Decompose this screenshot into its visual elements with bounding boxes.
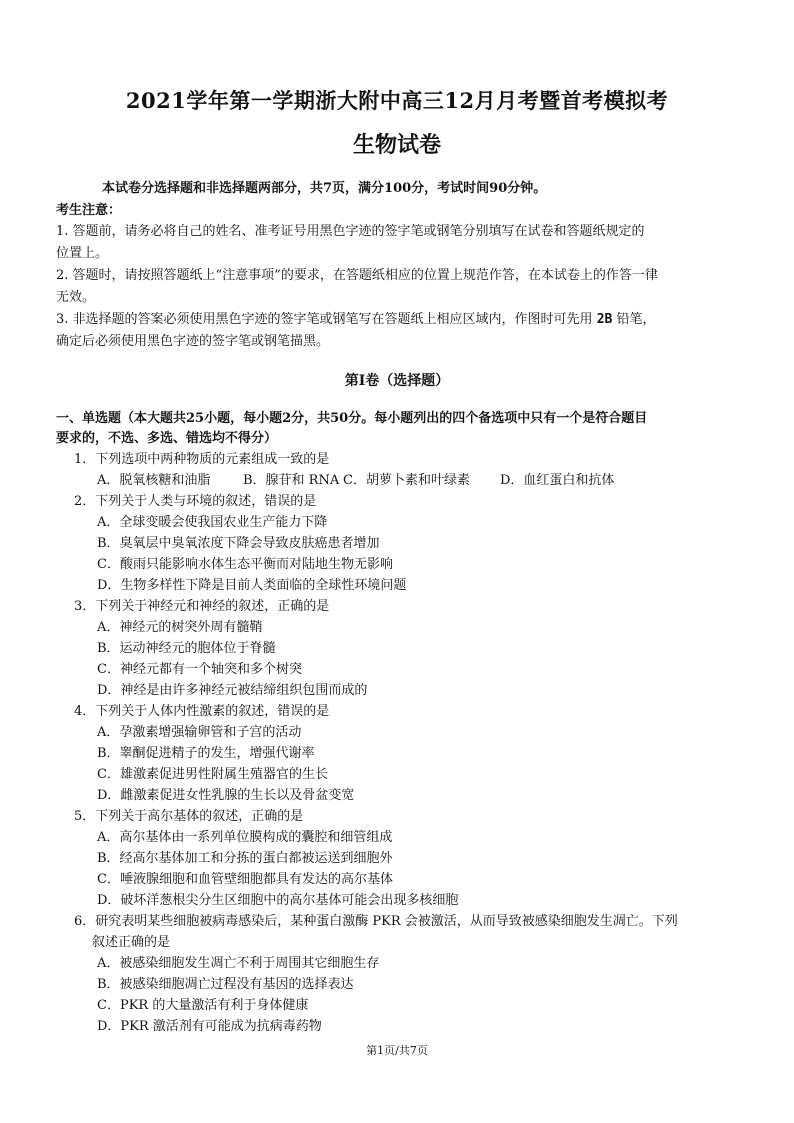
- notice-item-2-cont: 无效。: [56, 290, 96, 305]
- notice-item-2: 2. 答题时，请按照答题纸上“注意事项”的要求，在答题纸相应的位置上规范作答，在本试卷上的作答一律: [56, 268, 658, 283]
- notice-item-3-text: 3. 非选择题的答案必须使用黑色字迹的签字笔或钢笔写在答题纸上相应区域内，作图时可先用: [56, 312, 593, 327]
- pencil-grade: 2B: [596, 312, 613, 327]
- section-instruction: 一、单选题（本大题共25小题，每小题2分，共50分。每小题列出的四个备选项中只有一个是符合题目: [56, 411, 648, 426]
- question-5-option-b: B．经高尔基体加工和分拣的蛋白都被运送到细胞外: [97, 851, 393, 866]
- question-5-option-a: A．高尔基体由一系列单位膜构成的囊腔和细管组成: [97, 830, 393, 845]
- question-3-stem: 3．下列关于神经元和神经的叙述，正确的是: [74, 599, 330, 614]
- question-3-option-c: C．神经元都有一个轴突和多个树突: [97, 662, 302, 677]
- question-4-option-d: D．雌激素促进女性乳腺的生长以及骨盆变宽: [97, 788, 355, 803]
- question-4-option-a: A．孕激素增强输卵管和子宫的活动: [97, 725, 302, 740]
- question-4-stem: 4．下列关于人体内性激素的叙述，错误的是: [74, 704, 330, 719]
- notice-item-3-cont: 确定后必须使用黑色字迹的签字笔或钢笔描黑。: [56, 334, 330, 349]
- question-3-option-d: D．神经是由许多神经元被结缔组织包围而成的: [97, 683, 368, 698]
- question-1-option-c: C．胡萝卜素和叶绿素: [343, 473, 470, 488]
- question-5-option-c: C．唾液腺细胞和血管壁细胞都具有发达的高尔基体: [97, 872, 393, 887]
- question-5-stem: 5．下列关于高尔基体的叙述，正确的是: [74, 809, 304, 824]
- notice-item-3: [56, 312, 754, 328]
- question-4-option-c: C．雄激素促进男性附属生殖器官的生长: [97, 767, 328, 782]
- question-1-option-d: D．血红蛋白和抗体: [500, 473, 615, 488]
- notice-item-1-cont: 位置上。: [56, 246, 109, 261]
- section-instruction-cont: 要求的，不选、多选、错选均不得分）: [56, 431, 278, 446]
- notice-title: 考生注意：: [56, 203, 122, 218]
- question-2-stem: 2．下列关于人类与环境的叙述，错误的是: [74, 494, 317, 509]
- section-title: 第Ⅰ卷（选择题）: [344, 373, 450, 389]
- question-6-stem: 6．研究表明某些细胞被病毒感染后，某种蛋白激酶 PKR 会被激活，从而导致被感染细胞发生凋亡。下列: [74, 914, 678, 929]
- exam-summary: 本试卷分选择题和非选择题两部分，共7页，满分100分，考试时间90分钟。: [102, 181, 547, 196]
- question-2-option-b: B．臭氧层中臭氧浓度下降会导致皮肤癌患者增加: [97, 536, 380, 551]
- question-6-option-d: D．PKR 激活剂有可能成为抗病毒药物: [97, 1019, 322, 1034]
- question-1-option-a: A．脱氧核糖和油脂: [97, 473, 211, 488]
- notice-item-1: 1. 答题前，请务必将自己的姓名、准考证号用黑色字迹的签字笔或钢笔分别填写在试卷和答题纸规定的: [56, 224, 645, 239]
- question-1-stem: 1．下列选项中两种物质的元素组成一致的是: [74, 452, 330, 467]
- question-3-option-b: B．运动神经元的胞体位于脊髓: [97, 641, 276, 656]
- question-5-option-d: D．破坏洋葱根尖分生区细胞中的高尔基体可能会出现多核细胞: [97, 893, 459, 908]
- question-4-option-b: B．睾酮促进精子的发生，增强代谢率: [97, 746, 315, 761]
- notice-item-3-text-end: 铅笔，: [616, 312, 656, 327]
- exam-subtitle: 生物试卷: [352, 132, 441, 158]
- question-2-option-a: A．全球变暖会使我国农业生产能力下降: [97, 515, 328, 530]
- page-number: 第1页/共7页: [366, 1044, 428, 1057]
- question-6-option-c: C．PKR 的大量激活有利于身体健康: [97, 998, 309, 1013]
- question-3-option-a: A．神经元的树突外周有髓鞘: [97, 620, 263, 635]
- exam-title: 2021学年第一学期浙大附中高三12月月考暨首考模拟考: [125, 88, 669, 113]
- question-1-options: [97, 473, 614, 489]
- question-2-option-d: D．生物多样性下降是目前人类面临的全球性环境问题: [97, 578, 407, 593]
- question-2-option-c: C．酸雨只能影响水体生态平衡而对陆地生物无影响: [97, 557, 393, 572]
- question-1-option-b: B．腺苷和 RNA: [243, 473, 340, 488]
- question-6-option-b: B．被感染细胞凋亡过程没有基因的选择表达: [97, 977, 354, 992]
- question-6-stem-cont: 叙述正确的是: [92, 935, 171, 950]
- question-6-option-a: A．被感染细胞发生凋亡不利于周围其它细胞生存: [97, 956, 380, 971]
